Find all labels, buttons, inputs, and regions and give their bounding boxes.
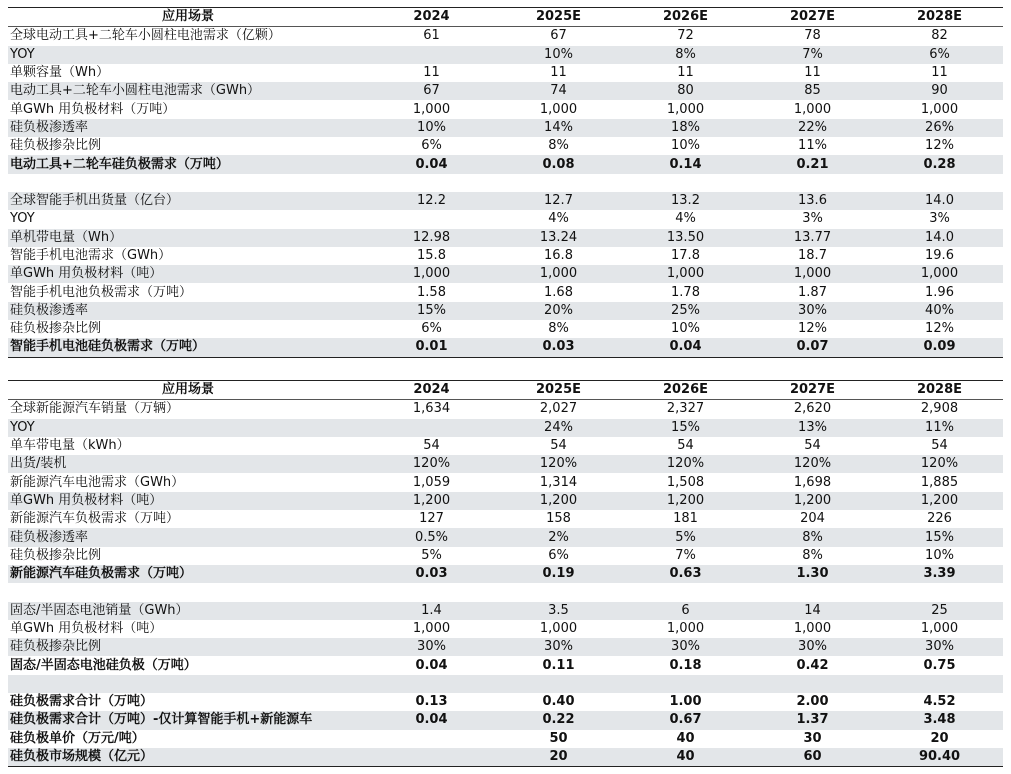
header-2027e: 2027E [789,9,836,25]
cell-value: 0.04 [622,338,749,357]
cell-value: 1.78 [671,284,700,300]
cell-value: 120% [495,455,622,473]
cell-value: 14 [749,602,876,620]
cell-value: 4% [675,211,696,227]
cell-value [495,174,622,192]
cell-value: 0.03 [495,338,622,357]
table-row [8,419,1003,437]
cell-value: 0.01 [368,338,495,357]
cell-value: 120% [749,455,876,473]
cell-value: 20 [930,730,949,746]
cell-value: 226 [927,511,952,527]
cell-value: 1,000 [622,265,749,283]
cell-value: 1,508 [666,474,705,490]
row-label: 硅负极单价（万元/吨） [10,730,145,746]
header-2024: 2024 [413,9,450,25]
header-2025e: 2025E [535,382,582,398]
cell-value: 14% [495,119,622,137]
cell-value: 14.0 [876,192,1003,210]
cell-value: 40 [622,748,749,767]
cell-value: 1,200 [368,492,495,510]
cell-value: 40 [676,730,695,746]
cell-value: 11 [677,65,694,81]
cell-value: 6% [876,46,1003,64]
cell-value [622,174,749,192]
row-label: 单GWh 用负极材料（吨） [8,492,368,510]
cell-value [749,675,876,693]
cell-value: 80 [622,82,749,100]
table-row [8,137,1003,155]
cell-value: 0.13 [415,694,448,710]
row-label: 固态/半固态电池销量（GWh） [8,602,368,620]
cell-value: 158 [546,511,571,527]
cell-value: 0.14 [622,155,749,173]
battery-demand-table-2 [8,380,1003,767]
row-label: YOY [10,211,35,227]
cell-value [368,583,495,601]
cell-value: 78 [804,28,821,44]
cell-value: 0.04 [415,657,448,673]
table-row [8,492,1003,510]
cell-value: 1,314 [539,474,578,490]
cell-value: 1,200 [495,492,622,510]
cell-value: 6% [421,138,442,154]
cell-value: 1,000 [920,621,959,636]
cell-value: 1,000 [920,101,959,117]
cell-value: 25 [876,602,1003,620]
cell-value: 13.77 [749,229,876,247]
cell-value: 61 [423,28,440,44]
cell-value: 13% [749,419,876,437]
cell-value: 1,000 [412,621,451,636]
cell-value: 2% [495,528,622,546]
cell-value: 0.08 [495,155,622,173]
cell-value: 12.2 [368,192,495,210]
row-label [8,675,368,693]
cell-value: 3% [802,211,823,227]
cell-value: 8% [622,46,749,64]
table-row [8,455,1003,473]
cell-value: 4.52 [923,694,956,710]
cell-value: 0.11 [542,657,575,673]
cell-value: 10% [671,138,700,154]
cell-value: 67 [368,82,495,100]
cell-value: 12.7 [495,192,622,210]
row-label: 硅负极掺杂比例 [10,138,102,154]
cell-value: 12% [798,321,827,337]
cell-value: 10% [368,119,495,137]
row-label: 硅负极渗透率 [8,302,368,320]
table-row [8,155,1003,173]
cell-value: 1,000 [749,265,876,283]
cell-value: 0.5% [368,528,495,546]
cell-value: 13.24 [495,229,622,247]
header-2028e: 2028E [916,9,963,25]
cell-value: 13.50 [622,229,749,247]
cell-value: 1,000 [666,621,705,636]
cell-value: 30% [368,638,495,656]
table-row [8,64,1003,82]
row-label: 单机带电量（Wh） [8,229,368,247]
table-row [8,528,1003,546]
cell-value [368,174,495,192]
cell-value: 0.40 [542,694,575,710]
cell-value: 30% [749,638,876,656]
table-row [8,119,1003,137]
header-2027e: 2027E [789,382,836,398]
cell-value: 1,200 [876,492,1003,510]
row-label: 智能手机电池需求（GWh） [10,248,172,263]
header-2026e: 2026E [662,382,709,398]
row-label: YOY [8,46,368,64]
cell-value: 1.58 [417,284,446,300]
table-row [8,693,1003,711]
row-label: 硅负极掺杂比例 [10,321,102,337]
cell-value: 20 [495,748,622,767]
cell-value: 1,200 [622,492,749,510]
cell-value: 67 [550,28,567,44]
cell-value: 90.40 [876,748,1003,767]
cell-value: 0.07 [749,338,876,357]
cell-value: 3.39 [876,565,1003,583]
header-2025e: 2025E [535,9,582,25]
row-label: 新能源汽车硅负极需求（万吨） [8,565,368,583]
cell-value: 3.5 [495,602,622,620]
cell-value: 13.6 [749,192,876,210]
cell-value [622,675,749,693]
cell-value: 74 [495,82,622,100]
cell-value: 1,000 [495,265,622,283]
cell-value: 30% [749,302,876,320]
table-row [8,174,1003,192]
table-row [8,675,1003,693]
cell-value: 12.98 [368,229,495,247]
row-label: 硅负极市场规模（亿元） [8,748,368,767]
cell-value: 0.04 [368,155,495,173]
cell-value: 2,908 [920,401,959,417]
cell-value: 3.48 [876,711,1003,729]
row-label: 硅负极掺杂比例 [8,638,368,656]
cell-value: 127 [419,511,444,527]
cell-value: 12% [925,138,954,154]
cell-value: 8% [548,321,569,337]
table-row [8,711,1003,729]
row-label: 单GWh 用负极材料（吨） [10,621,163,636]
cell-value: 40% [876,302,1003,320]
cell-value [876,583,1003,601]
row-label: 硅负极掺杂比例 [10,547,102,563]
cell-value: 14.0 [876,229,1003,247]
header-2026e: 2026E [662,9,709,25]
cell-value [876,174,1003,192]
cell-value: 13.2 [622,192,749,210]
cell-value: 0.75 [923,657,956,673]
cell-value [368,210,495,228]
table-row [8,547,1003,565]
cell-value: 1.4 [368,602,495,620]
cell-value: 54 [423,438,440,454]
table-row [8,620,1003,638]
cell-value: 18.7 [798,248,827,263]
cell-value: 2,327 [666,401,705,417]
table-row [8,338,1003,357]
cell-value: 85 [749,82,876,100]
row-label: 单车带电量（kWh） [10,438,130,454]
cell-value: 120% [876,455,1003,473]
cell-value [495,675,622,693]
table-row [8,46,1003,64]
row-label: 单GWh 用负极材料（万吨） [10,101,176,117]
table-row [8,473,1003,491]
cell-value: 5% [421,547,442,563]
row-label: 新能源汽车电池需求（GWh） [10,474,185,490]
cell-value [749,174,876,192]
header-scenario: 应用场景 [161,382,214,398]
row-label: 单GWh 用负极材料（吨） [8,265,368,283]
cell-value: 22% [749,119,876,137]
cell-value: 0.22 [495,711,622,729]
battery-demand-table-1 [8,7,1003,358]
row-label: YOY [8,419,368,437]
cell-value [622,583,749,601]
cell-value: 6 [622,602,749,620]
cell-value: 1,000 [876,265,1003,283]
row-label: 全球电动工具+二轮车小圆柱电池需求（亿颗） [10,28,281,44]
cell-value: 3% [929,211,950,227]
cell-value [368,748,495,767]
table-row [8,583,1003,601]
row-label: 智能手机电池负极需求（万吨） [10,284,193,300]
cell-value: 0.18 [669,657,702,673]
cell-value [368,730,495,748]
cell-value: 30% [495,638,622,656]
cell-value: 1,634 [412,401,451,417]
cell-value: 18% [622,119,749,137]
cell-value: 0.19 [495,565,622,583]
cell-value: 24% [495,419,622,437]
cell-value: 30% [876,638,1003,656]
cell-value: 15.8 [417,248,446,263]
cell-value: 54 [804,438,821,454]
cell-value: 120% [622,455,749,473]
cell-value: 30% [622,638,749,656]
cell-value: 0.09 [876,338,1003,357]
table-header-row [8,381,1003,400]
table-row [8,602,1003,620]
cell-value: 2.00 [796,694,829,710]
cell-value: 54 [931,438,948,454]
cell-value: 1.00 [669,694,702,710]
table-row [8,27,1003,46]
cell-value: 0.21 [749,155,876,173]
cell-value: 16.8 [544,248,573,263]
table-row [8,210,1003,228]
table-row [8,730,1003,748]
cell-value: 8% [802,547,823,563]
cell-value: 11 [423,65,440,81]
cell-value: 15% [368,302,495,320]
cell-value: 0.42 [796,657,829,673]
cell-value [876,675,1003,693]
cell-value: 20% [495,302,622,320]
cell-value [368,419,495,437]
table-row [8,302,1003,320]
row-label: 全球智能手机出货量（亿台） [8,192,368,210]
cell-value: 90 [876,82,1003,100]
cell-value: 6% [548,547,569,563]
table-row [8,320,1003,338]
cell-value: 1.96 [925,284,954,300]
table-header-row [8,8,1003,27]
cell-value: 54 [677,438,694,454]
cell-value: 26% [876,119,1003,137]
cell-value [368,46,495,64]
cell-value: 181 [673,511,698,527]
cell-value: 8% [548,138,569,154]
cell-value: 1,200 [749,492,876,510]
cell-value: 15% [622,419,749,437]
cell-value: 25% [622,302,749,320]
cell-value: 1,000 [793,621,832,636]
cell-value: 15% [876,528,1003,546]
cell-value: 1,059 [412,474,451,490]
cell-value: 11% [876,419,1003,437]
cell-value: 1.87 [798,284,827,300]
cell-value: 7% [675,547,696,563]
cell-value: 82 [931,28,948,44]
row-label [8,174,368,192]
row-label: 硅负极需求合计（万吨） [10,694,154,710]
row-label [8,583,368,601]
row-label: 电动工具+二轮车小圆柱电池需求（GWh） [8,82,368,100]
cell-value: 19.6 [925,248,954,263]
table-row [8,748,1003,767]
cell-value: 60 [749,748,876,767]
cell-value: 2,027 [539,401,578,417]
cell-value: 1.68 [544,284,573,300]
header-2028e: 2028E [916,382,963,398]
header-scenario: 应用场景 [161,9,214,25]
cell-value: 72 [677,28,694,44]
cell-value: 10% [495,46,622,64]
cell-value: 0.03 [368,565,495,583]
cell-value: 1,698 [793,474,832,490]
cell-value: 1,000 [539,621,578,636]
table-row [8,100,1003,118]
cell-value: 0.28 [876,155,1003,173]
row-label: 硅负极渗透率 [8,528,368,546]
cell-value: 10% [671,321,700,337]
table-row [8,400,1003,419]
cell-value [749,583,876,601]
cell-value: 0.67 [622,711,749,729]
table-row [8,656,1003,674]
table-row [8,437,1003,455]
cell-value: 120% [368,455,495,473]
cell-value: 6% [421,321,442,337]
cell-value: 0.63 [622,565,749,583]
cell-value: 17.8 [671,248,700,263]
cell-value: 1,000 [412,101,451,117]
cell-value: 1,000 [793,101,832,117]
cell-value: 54 [550,438,567,454]
table-row [8,510,1003,528]
cell-value: 4% [548,211,569,227]
table-row [8,565,1003,583]
table-row [8,265,1003,283]
cell-value: 30 [803,730,822,746]
cell-value: 5% [622,528,749,546]
cell-value: 7% [749,46,876,64]
cell-value: 1.30 [749,565,876,583]
cell-value: 1,000 [666,101,705,117]
cell-value: 10% [925,547,954,563]
row-label: 出货/装机 [8,455,368,473]
table-row [8,247,1003,265]
row-label: 智能手机电池硅负极需求（万吨） [8,338,368,357]
row-label: 全球新能源汽车销量（万辆） [10,401,180,417]
table-row [8,192,1003,210]
cell-value: 204 [800,511,825,527]
cell-value: 1,885 [920,474,959,490]
table-row [8,82,1003,100]
header-2024: 2024 [413,382,450,398]
cell-value [368,675,495,693]
cell-value: 1,000 [368,265,495,283]
table-row [8,283,1003,301]
table-row [8,638,1003,656]
cell-value: 8% [749,528,876,546]
row-label: 新能源汽车负极需求（万吨） [10,511,180,527]
cell-value: 1.37 [749,711,876,729]
row-label: 固态/半固态电池硅负极（万吨） [10,657,197,673]
row-label: 电动工具+二轮车硅负极需求（万吨） [8,155,368,173]
cell-value: 11% [798,138,827,154]
cell-value: 50 [549,730,568,746]
table-row [8,229,1003,247]
row-label: 硅负极渗透率 [8,119,368,137]
cell-value: 11 [931,65,948,81]
cell-value: 0.04 [368,711,495,729]
cell-value [495,583,622,601]
cell-value: 2,620 [793,401,832,417]
cell-value: 12% [925,321,954,337]
cell-value: 11 [804,65,821,81]
row-label: 单颗容量（Wh） [10,65,110,81]
cell-value: 1,000 [539,101,578,117]
row-label: 硅负极需求合计（万吨）-仅计算智能手机+新能源车 [8,711,368,729]
cell-value: 11 [550,65,567,81]
